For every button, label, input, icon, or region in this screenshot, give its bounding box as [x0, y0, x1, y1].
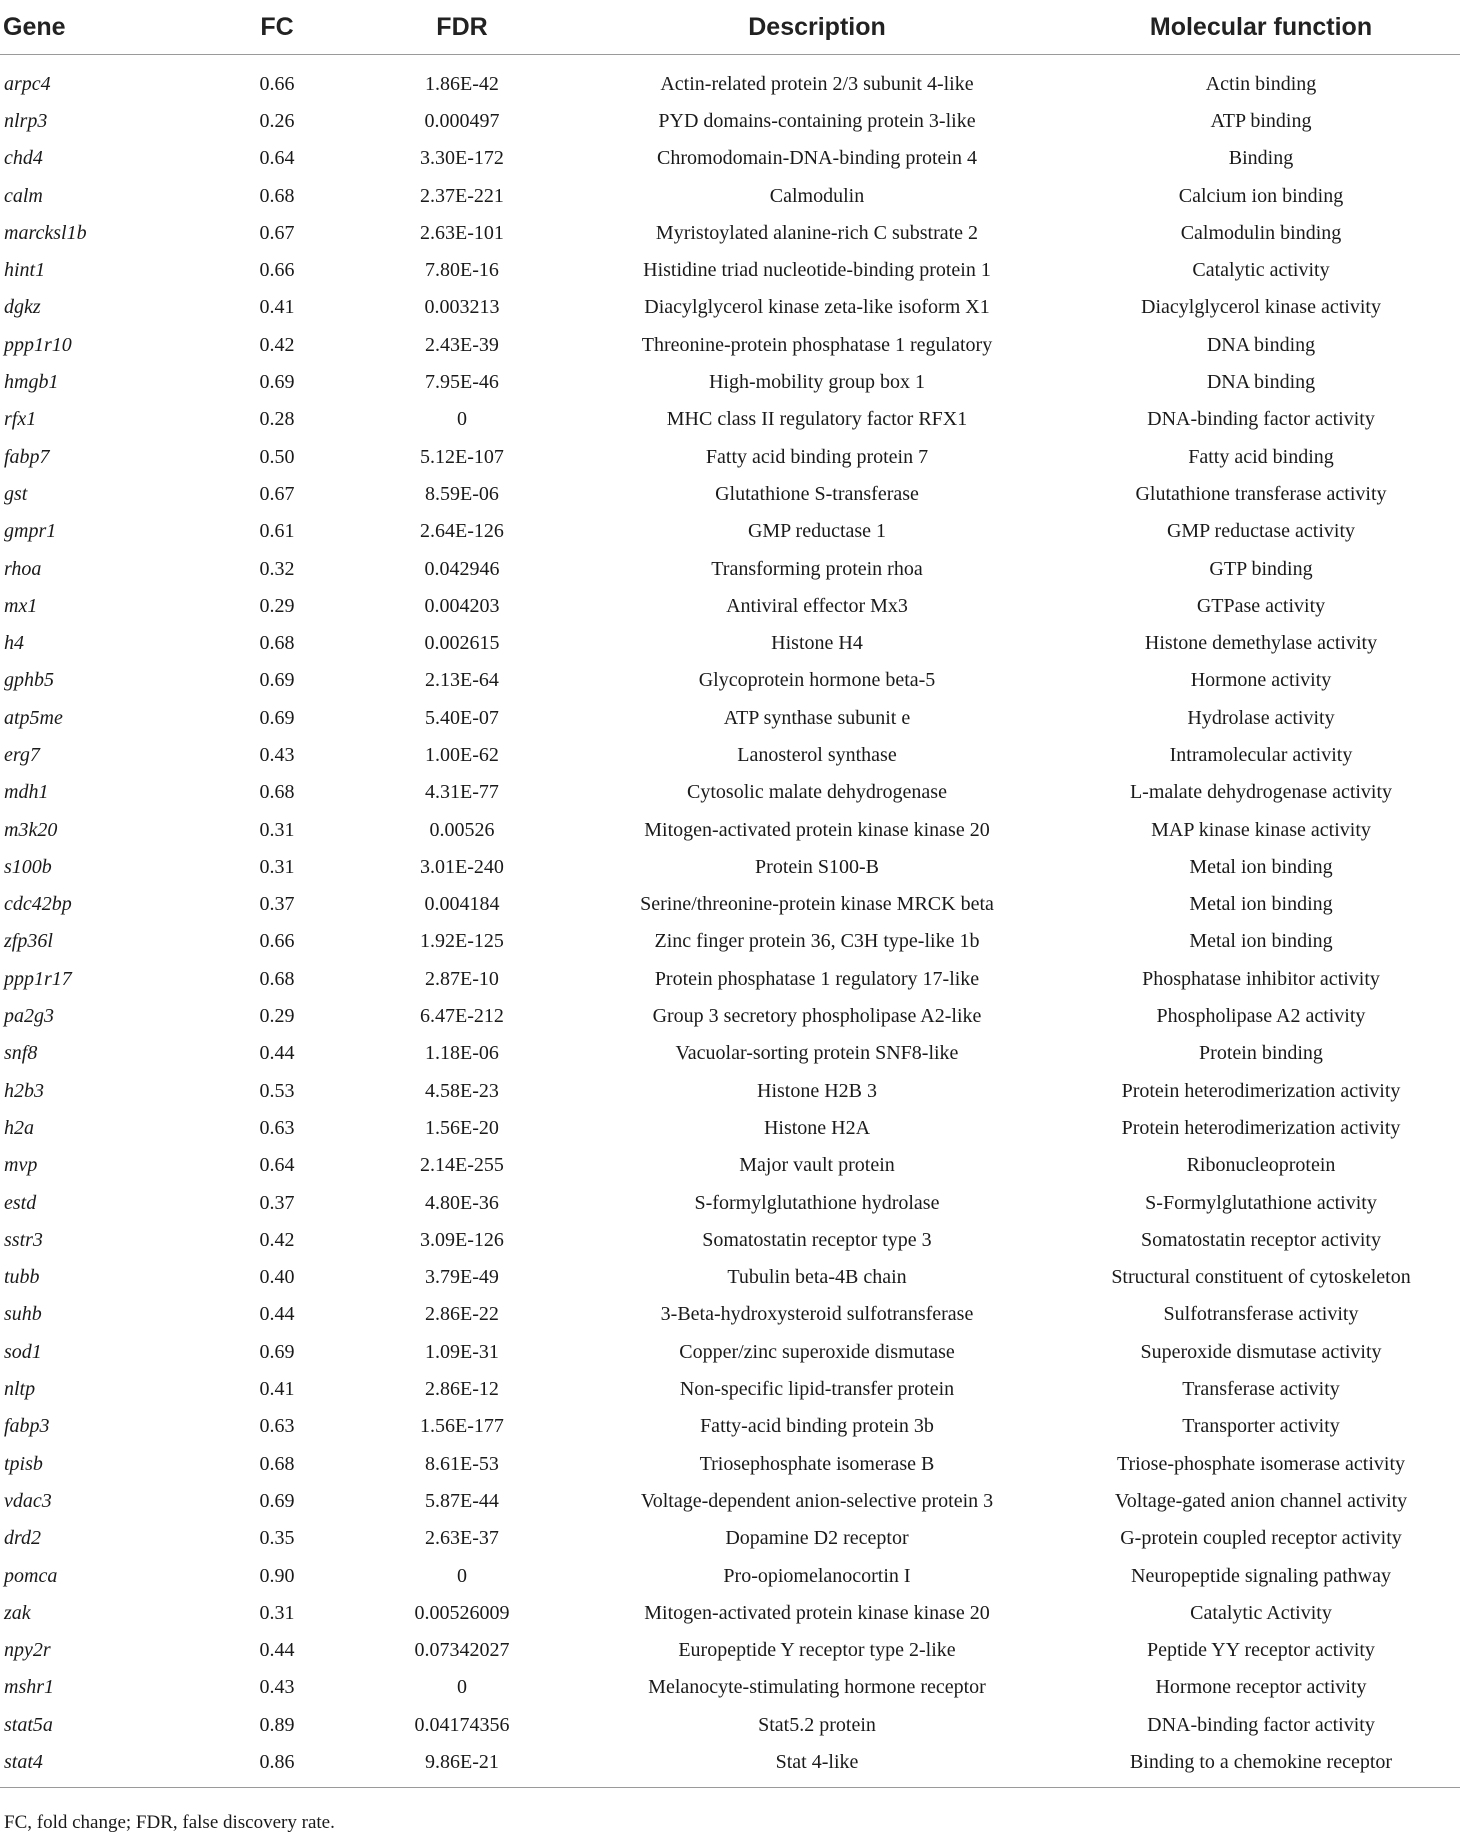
description-cell: High-mobility group box 1 [708, 371, 926, 394]
table-row [0, 102, 1460, 139]
table-row [0, 251, 1460, 288]
molecular-function-cell: Intramolecular activity [1169, 743, 1353, 766]
molecular-function-cell: Structural constituent of cytoskeleton [1111, 1266, 1411, 1289]
molecular-function-cell: GMP reductase activity [1166, 520, 1356, 543]
table-row [0, 1035, 1460, 1072]
table-row [0, 624, 1460, 661]
fc-cell: 0.26 [259, 109, 295, 132]
fdr-cell: 2.87E-10 [425, 967, 499, 990]
molecular-function-cell: Metal ion binding [1189, 855, 1333, 878]
molecular-function-cell: Binding [1228, 147, 1294, 170]
table-row [0, 177, 1460, 214]
molecular-function-cell: Protein binding [1199, 1042, 1323, 1065]
table-row [0, 1072, 1460, 1109]
molecular-function-cell: Neuropeptide signaling pathway [1131, 1564, 1391, 1587]
table-row [0, 587, 1460, 624]
fdr-cell: 2.86E-22 [425, 1303, 499, 1326]
description-cell: Diacylglycerol kinase zeta-like isoform X1 [644, 296, 990, 319]
molecular-function-cell: Calmodulin binding [1180, 221, 1342, 244]
gene-cell: mdh1 [4, 781, 49, 804]
table-row [0, 923, 1460, 960]
table-row [0, 1557, 1460, 1594]
molecular-function-cell: DNA-binding factor activity [1147, 1713, 1375, 1736]
fc-cell: 0.32 [259, 557, 295, 580]
fc-cell: 0.63 [259, 1415, 295, 1438]
description-cell: Somatostatin receptor type 3 [702, 1228, 932, 1251]
table-row [0, 550, 1460, 587]
gene-cell: h4 [4, 632, 24, 655]
fc-cell: 0.31 [259, 1601, 295, 1624]
description-cell: Zinc finger protein 36, C3H type-like 1b [654, 930, 980, 953]
fc-cell: 0.63 [259, 1116, 295, 1139]
fc-cell: 0.69 [259, 371, 295, 394]
description-cell: Copper/zinc superoxide dismutase [679, 1340, 955, 1363]
header-fc: FC [202, 0, 352, 55]
fdr-cell: 2.86E-12 [425, 1378, 499, 1401]
molecular-function-cell: Diacylglycerol kinase activity [1141, 296, 1381, 319]
description-cell: Major vault protein [739, 1154, 895, 1177]
description-cell: Protein phosphatase 1 regulatory 17-like [654, 967, 980, 990]
fc-cell: 0.68 [259, 184, 295, 207]
table-row [0, 401, 1460, 438]
table-row [0, 1221, 1460, 1258]
fdr-cell: 5.12E-107 [420, 445, 504, 468]
table-row [0, 1594, 1460, 1631]
gene-cell: gst [4, 482, 28, 505]
gene-cell: npy2r [4, 1639, 51, 1662]
molecular-function-cell: MAP kinase kinase activity [1151, 818, 1371, 841]
gene-cell: nltp [4, 1378, 36, 1401]
fdr-cell: 2.63E-37 [425, 1527, 499, 1550]
gene-cell: chd4 [4, 147, 43, 170]
gene-cell: ppp1r17 [4, 967, 72, 990]
fc-cell: 0.68 [259, 1452, 295, 1475]
description-cell: PYD domains-containing protein 3-like [658, 109, 976, 132]
fc-cell: 0.31 [259, 818, 295, 841]
fdr-cell: 2.43E-39 [425, 333, 499, 356]
table-row [0, 1743, 1460, 1787]
gene-cell: pa2g3 [4, 1005, 54, 1028]
molecular-function-cell: Actin binding [1205, 72, 1317, 95]
fdr-cell: 1.18E-06 [425, 1042, 499, 1065]
fc-cell: 0.69 [259, 1340, 295, 1363]
fdr-cell: 1.86E-42 [425, 72, 499, 95]
gene-cell: hmgb1 [4, 371, 59, 394]
fc-cell: 0.31 [259, 855, 295, 878]
table-row [0, 1408, 1460, 1445]
fdr-cell: 2.63E-101 [420, 221, 504, 244]
header-fdr: FDR [352, 0, 572, 55]
table-row [0, 848, 1460, 885]
gene-cell: stat4 [0, 1743, 202, 1787]
fc-cell: 0.37 [259, 893, 295, 916]
molecular-function-cell: Voltage-gated anion channel activity [1114, 1489, 1408, 1512]
fdr-cell: 1.92E-125 [420, 930, 504, 953]
gene-cell: drd2 [4, 1527, 42, 1550]
fdr-cell: 0.042946 [424, 557, 500, 580]
fdr-cell: 0.002615 [424, 632, 500, 655]
fdr-cell: 0.004184 [424, 893, 500, 916]
description-cell: Non-specific lipid-transfer protein [679, 1378, 955, 1401]
table-row [0, 1669, 1460, 1706]
description-cell: Glycoprotein hormone beta-5 [698, 669, 936, 692]
description-cell: Transforming protein rhoa [711, 557, 923, 580]
gene-cell: dgkz [4, 296, 41, 319]
description-cell: Lanosterol synthase [737, 743, 897, 766]
fdr-cell: 3.79E-49 [425, 1266, 499, 1289]
table-row [0, 662, 1460, 699]
fc-cell: 0.50 [259, 445, 295, 468]
fc-cell: 0.90 [259, 1564, 295, 1587]
fdr-cell: 0.00526009 [414, 1601, 510, 1624]
fc-cell: 0.41 [259, 1378, 295, 1401]
fdr-cell: 0.07342027 [414, 1639, 510, 1662]
description-cell: Tubulin beta-4B chain [727, 1266, 907, 1289]
fc-cell: 0.37 [259, 1191, 295, 1214]
description-cell: GMP reductase 1 [747, 520, 887, 543]
fdr-cell: 4.80E-36 [425, 1191, 499, 1214]
table-row [0, 289, 1460, 326]
table-row [0, 699, 1460, 736]
fdr-cell: 0 [457, 408, 467, 431]
table-row [0, 513, 1460, 550]
description-cell: Histidine triad nucleotide-binding protein 1 [643, 259, 991, 282]
gene-cell: stat5a [4, 1713, 53, 1736]
molecular-function-cell: GTP binding [1209, 557, 1313, 580]
gene-cell: mx1 [4, 594, 38, 617]
fdr-cell: 3.01E-240 [420, 855, 504, 878]
table-row [0, 1109, 1460, 1146]
molecular-function-cell: GTPase activity [1196, 594, 1326, 617]
description-cell: Mitogen-activated protein kinase kinase 20 [644, 818, 990, 841]
gene-cell: fabp7 [4, 445, 50, 468]
fc-cell: 0.66 [259, 930, 295, 953]
gene-cell: gmpr1 [4, 520, 57, 543]
fdr-cell: 4.58E-23 [425, 1079, 499, 1102]
table-row [0, 363, 1460, 400]
table-row [0, 326, 1460, 363]
molecular-function-cell: DNA binding [1206, 371, 1316, 394]
molecular-function-cell: Hormone receptor activity [1155, 1676, 1367, 1699]
fdr-cell: 7.95E-46 [425, 371, 499, 394]
fdr-cell: 7.80E-16 [425, 259, 499, 282]
fdr-cell: 0.004203 [424, 594, 500, 617]
gene-cell: snf8 [4, 1042, 38, 1065]
description-cell: Histone H4 [771, 632, 863, 655]
table-row [0, 1482, 1460, 1519]
molecular-function-cell: Metal ion binding [1189, 893, 1333, 916]
gene-cell: suhb [4, 1303, 42, 1326]
gene-cell: erg7 [4, 743, 40, 766]
fdr-cell: 0 [457, 1676, 467, 1699]
fc-cell: 0.44 [259, 1303, 295, 1326]
table-row [0, 960, 1460, 997]
molecular-function-cell: Somatostatin receptor activity [1141, 1228, 1381, 1251]
fdr-cell: 5.40E-07 [425, 706, 499, 729]
fdr-cell: 2.64E-126 [420, 520, 504, 543]
fdr-cell: 1.56E-177 [420, 1415, 504, 1438]
table-header [0, 0, 1460, 65]
table-row [0, 1296, 1460, 1333]
description-cell: Cytosolic malate dehydrogenase [687, 781, 947, 804]
description-cell: Fatty acid binding protein 7 [705, 445, 929, 468]
table-row [0, 65, 1460, 102]
table-row [0, 997, 1460, 1034]
table-row [0, 1520, 1460, 1557]
fdr-cell: 3.30E-172 [420, 147, 504, 170]
table-row [0, 811, 1460, 848]
gene-cell: hint1 [4, 259, 46, 282]
molecular-function-cell: Histone demethylase activity [1144, 632, 1378, 655]
fdr-cell: 4.31E-77 [425, 781, 499, 804]
molecular-function-cell: Metal ion binding [1189, 930, 1333, 953]
header-molecular-function: Molecular function [1062, 0, 1460, 55]
gene-cell: m3k20 [4, 818, 58, 841]
description-cell: Serine/threonine-protein kinase MRCK beta [640, 893, 994, 916]
description-cell: Chromodomain-DNA-binding protein 4 [657, 147, 977, 170]
table-row [0, 1333, 1460, 1370]
description-cell: Stat5.2 protein [758, 1713, 876, 1736]
gene-cell: gphb5 [4, 669, 54, 692]
gene-cell: s100b [4, 855, 52, 878]
molecular-function-cell: Phosphatase inhibitor activity [1142, 967, 1380, 990]
description-cell: Myristoylated alanine-rich C substrate 2 [655, 221, 979, 244]
fc-cell: 0.68 [259, 632, 295, 655]
gene-cell: cdc42bp [4, 893, 72, 916]
table-row [0, 1147, 1460, 1184]
description-cell: Fatty-acid binding protein 3b [700, 1415, 934, 1438]
description-cell: Voltage-dependent anion-selective protein 3 [640, 1489, 994, 1512]
table-row [0, 1445, 1460, 1482]
fdr-cell: 5.87E-44 [425, 1489, 499, 1512]
fc-cell: 0.66 [259, 259, 295, 282]
table-footnote: FC, fold change; FDR, false discovery rate. [4, 1812, 335, 1833]
gene-cell: zfp36l [4, 930, 53, 953]
molecular-function-cell: Peptide YY receptor activity [1147, 1639, 1375, 1662]
fc-cell: 0.67 [259, 221, 295, 244]
gene-cell: calm [4, 184, 43, 207]
description-cell: Vacuolar-sorting protein SNF8-like [675, 1042, 959, 1065]
fc-cell: 0.29 [259, 594, 295, 617]
description-cell: Histone H2B 3 [757, 1079, 877, 1102]
gene-cell: mvp [4, 1154, 38, 1177]
fdr-cell: 2.13E-64 [425, 669, 499, 692]
fc-cell: 0.35 [259, 1527, 295, 1550]
molecular-function-cell: Protein heterodimerization activity [1121, 1079, 1401, 1102]
description-cell: Triosephosphate isomerase B [699, 1452, 935, 1475]
fc-cell: 0.28 [259, 408, 295, 431]
fc-cell: 0.86 [202, 1743, 352, 1787]
fc-cell: 0.67 [259, 482, 295, 505]
molecular-function-cell: Ribonucleoprotein [1186, 1154, 1336, 1177]
molecular-function-cell: Catalytic Activity [1190, 1601, 1332, 1624]
fdr-cell: 2.14E-255 [420, 1154, 504, 1177]
fdr-cell: 6.47E-212 [420, 1005, 504, 1028]
molecular-function-cell: Protein heterodimerization activity [1121, 1116, 1401, 1139]
fc-cell: 0.64 [259, 1154, 295, 1177]
fc-cell: 0.44 [259, 1042, 295, 1065]
molecular-function-cell: Calcium ion binding [1178, 184, 1344, 207]
fc-cell: 0.40 [259, 1266, 295, 1289]
fdr-cell: 1.00E-62 [425, 743, 499, 766]
header-gene: Gene [0, 0, 202, 55]
table-row [0, 1631, 1460, 1668]
gene-cell: vdac3 [4, 1489, 52, 1512]
gene-cell: h2b3 [4, 1079, 44, 1102]
fdr-cell: 0.003213 [424, 296, 500, 319]
description-cell: Dopamine D2 receptor [725, 1527, 909, 1550]
description-cell: Glutathione S-transferase [715, 482, 919, 505]
gene-cell: sstr3 [4, 1228, 43, 1251]
gene-cell: fabp3 [4, 1415, 50, 1438]
gene-cell: ppp1r10 [4, 333, 72, 356]
fdr-cell: 8.61E-53 [425, 1452, 499, 1475]
gene-cell: zak [4, 1601, 31, 1624]
fdr-cell: 2.37E-221 [420, 184, 504, 207]
gene-cell: mshr1 [4, 1676, 55, 1699]
molecular-function-cell: Superoxide dismutase activity [1140, 1340, 1382, 1363]
fc-cell: 0.61 [259, 520, 295, 543]
description-cell: ATP synthase subunit e [723, 706, 911, 729]
gene-cell: arpc4 [4, 72, 51, 95]
molecular-function-cell: S-Formylglutathione activity [1145, 1191, 1377, 1214]
gene-cell: sod1 [4, 1340, 42, 1363]
table-row [0, 1259, 1460, 1296]
table-row [0, 438, 1460, 475]
molecular-function-cell: Transporter activity [1182, 1415, 1340, 1438]
fdr-cell: 0.00526 [429, 818, 495, 841]
molecular-function-cell: Triose-phosphate isomerase activity [1116, 1452, 1406, 1475]
fc-cell: 0.42 [259, 333, 295, 356]
gene-cell: nlrp3 [4, 109, 48, 132]
gene-cell: atp5me [4, 706, 63, 729]
fc-cell: 0.68 [259, 967, 295, 990]
description-cell: Calmodulin [769, 184, 865, 207]
molecular-function-cell: DNA-binding factor activity [1147, 408, 1375, 431]
fc-cell: 0.41 [259, 296, 295, 319]
fc-cell: 0.68 [259, 781, 295, 804]
molecular-function-cell: Glutathione transferase activity [1135, 482, 1387, 505]
molecular-function-cell: DNA binding [1206, 333, 1316, 356]
fdr-cell: 0.04174356 [414, 1713, 510, 1736]
description-cell: Actin-related protein 2/3 subunit 4-like [660, 72, 974, 95]
molecular-function-cell: Transferase activity [1182, 1378, 1340, 1401]
fdr-cell: 0 [457, 1564, 467, 1587]
fdr-cell: 0.000497 [424, 109, 500, 132]
header-description: Description [572, 0, 1062, 55]
fc-cell: 0.64 [259, 147, 295, 170]
fc-cell: 0.66 [259, 72, 295, 95]
table-row [0, 886, 1460, 923]
description-cell: Histone H2A [763, 1116, 871, 1139]
gene-cell: rfx1 [4, 408, 37, 431]
description-cell: 3-Beta-hydroxysteroid sulfotransferase [660, 1303, 974, 1326]
molecular-function-cell: Phospholipase A2 activity [1156, 1005, 1366, 1028]
fdr-cell: 9.86E-21 [352, 1743, 572, 1787]
molecular-function-cell: Hydrolase activity [1187, 706, 1335, 729]
table-body [0, 65, 1460, 1787]
description-cell: Mitogen-activated protein kinase kinase 20 [644, 1601, 990, 1624]
table-row [0, 1370, 1460, 1407]
gene-cell: tubb [4, 1266, 40, 1289]
description-cell: Stat 4-like [572, 1743, 1062, 1787]
molecular-function-cell: ATP binding [1210, 109, 1312, 132]
table-row [0, 475, 1460, 512]
table-row [0, 1184, 1460, 1221]
table-row [0, 1706, 1460, 1743]
molecular-function-cell: Fatty acid binding [1188, 445, 1334, 468]
fc-cell: 0.43 [259, 743, 295, 766]
fc-cell: 0.69 [259, 1489, 295, 1512]
fc-cell: 0.43 [259, 1676, 295, 1699]
fdr-cell: 3.09E-126 [420, 1228, 504, 1251]
description-cell: Protein S100-B [755, 855, 879, 878]
description-cell: S-formylglutathione hydrolase [694, 1191, 940, 1214]
gene-cell: pomca [4, 1564, 58, 1587]
gene-cell: rhoa [4, 557, 42, 580]
fc-cell: 0.53 [259, 1079, 295, 1102]
table-row [0, 140, 1460, 177]
table-row [0, 736, 1460, 773]
fc-cell: 0.89 [259, 1713, 295, 1736]
fc-cell: 0.69 [259, 706, 295, 729]
molecular-function-cell: Hormone activity [1190, 669, 1332, 692]
table-row [0, 774, 1460, 811]
gene-cell: h2a [4, 1116, 34, 1139]
molecular-function-cell: G-protein coupled receptor activity [1120, 1527, 1402, 1550]
description-cell: Antiviral effector Mx3 [726, 594, 908, 617]
fc-cell: 0.44 [259, 1639, 295, 1662]
table-row [0, 214, 1460, 251]
gene-cell: tpisb [4, 1452, 43, 1475]
fc-cell: 0.69 [259, 669, 295, 692]
gene-cell: marcksl1b [4, 221, 87, 244]
fdr-cell: 8.59E-06 [425, 482, 499, 505]
molecular-function-cell: Binding to a chemokine receptor [1062, 1743, 1460, 1787]
description-cell: MHC class II regulatory factor RFX1 [666, 408, 968, 431]
description-cell: Pro-opiomelanocortin I [723, 1564, 911, 1587]
fdr-cell: 1.09E-31 [425, 1340, 499, 1363]
molecular-function-cell: L-malate dehydrogenase activity [1129, 781, 1393, 804]
gene-cell: estd [4, 1191, 37, 1214]
fc-cell: 0.29 [259, 1005, 295, 1028]
fdr-cell: 1.56E-20 [425, 1116, 499, 1139]
molecular-function-cell: Sulfotransferase activity [1163, 1303, 1359, 1326]
description-cell: Melanocyte-stimulating hormone receptor [648, 1676, 986, 1699]
fc-cell: 0.42 [259, 1228, 295, 1251]
molecular-function-cell: Catalytic activity [1192, 259, 1330, 282]
description-cell: Group 3 secretory phospholipase A2-like [652, 1005, 982, 1028]
description-cell: Europeptide Y receptor type 2-like [678, 1639, 956, 1662]
description-cell: Threonine-protein phosphatase 1 regulatory [641, 333, 993, 356]
